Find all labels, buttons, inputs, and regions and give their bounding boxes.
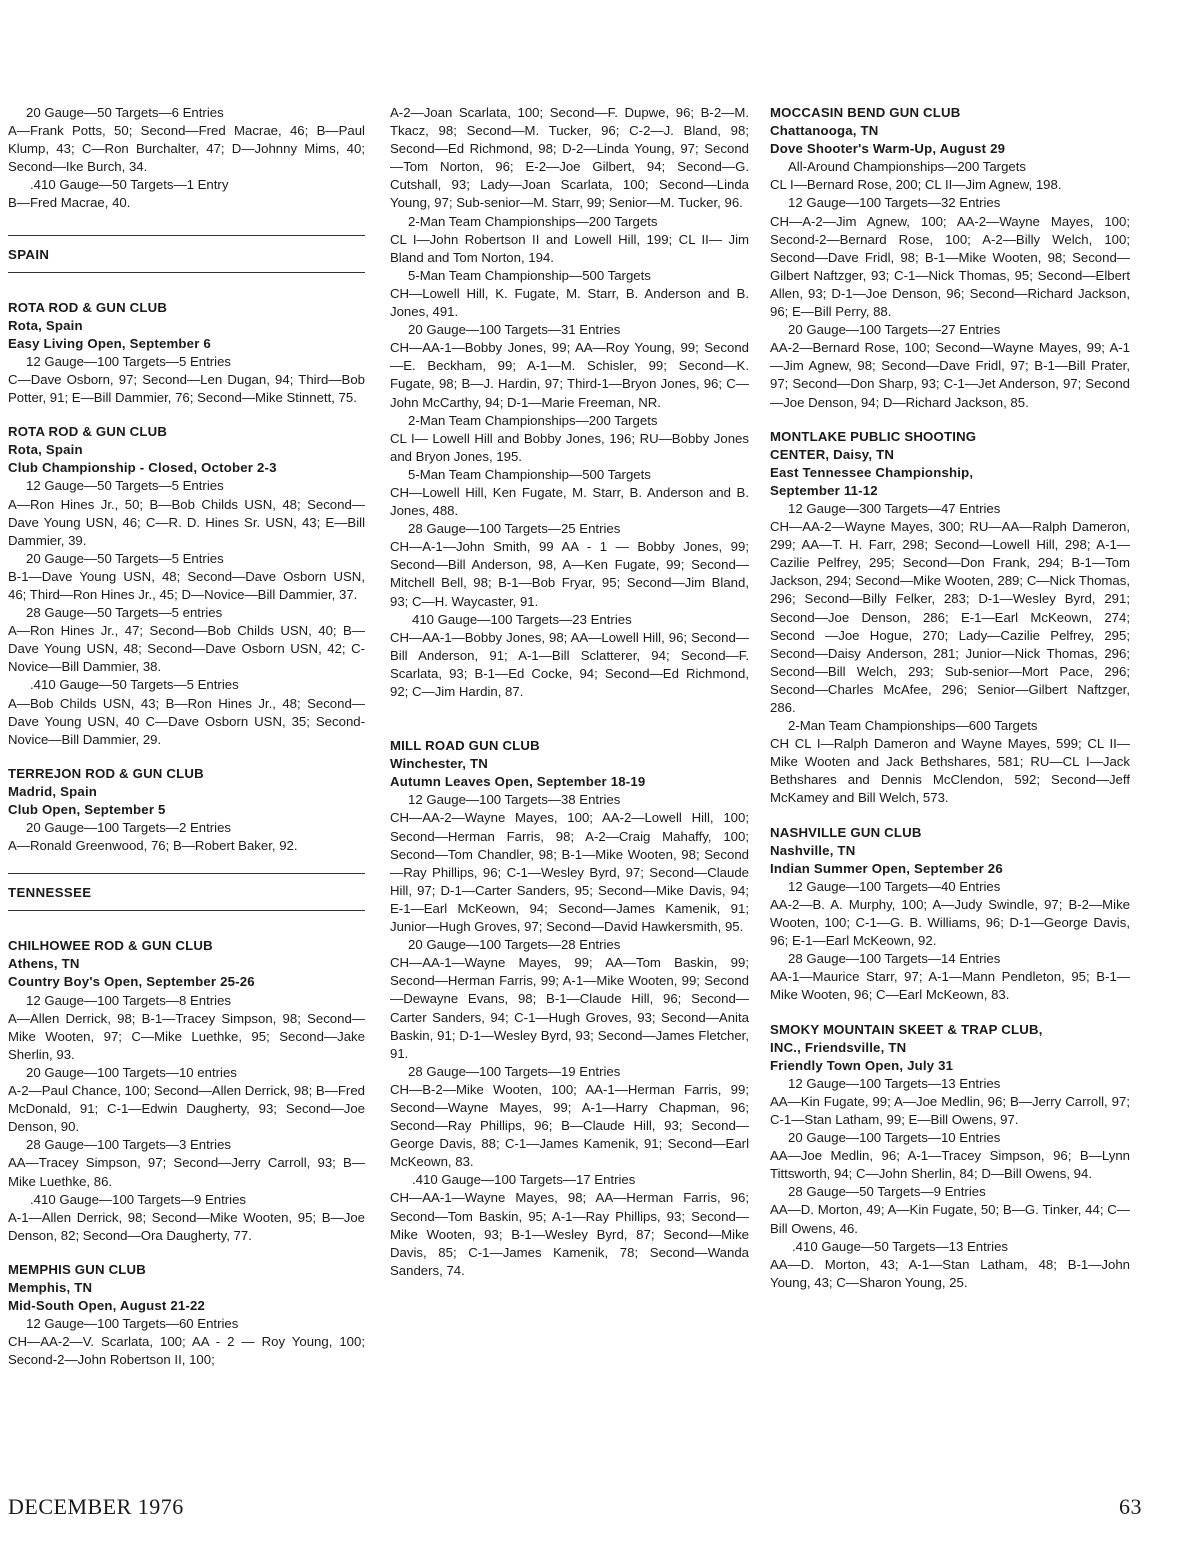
event-line: 12 Gauge—300 Targets—47 Entries [788,500,1001,516]
results-text: CH—AA-2—Wayne Mayes, 300; RU—AA—Ralph Dameron, 299; AA—T. H. Farr, 298; Second—Lowell Hill, 298; A-1—Cazilie Pelfrey, 295; Second—Don Frank, 294; B-1—Tom Jackson, 294; Second—Mike Wooten, 289; C—Nick Thomas, 296; Second—Billy Felker, 283; D-1—Wesley Byrd, 291; Second—Joe Denson, 286; E-1—Earl McKeown, 274; Second —Joe Hogue, 270; Lady—Cazilie Pelfrey, 295; Second—Daisy Anderson, 281; Junior—Nick Thomas, 296; Second—Bill Welch, 293; Sub-senior—Mort Pace, 296; Second—Charles McAfee, 296; Senior—Gilbert Naftzger, 286. [770,519,1130,715]
event-line: .410 Gauge—50 Targets—1 Entry [30,177,229,193]
club-name: ROTA ROD & GUN CLUB [8,424,168,440]
event-title: Club Open, September 5 [8,802,166,817]
event-line: 12 Gauge—100 Targets—13 Entries [788,1075,1001,1091]
results-text: CH—A-1—John Smith, 99 AA - 1 — Bobby Jones, 99; Second—Bill Anderson, 98, A—Ken Fugate, 99; Second—Mitchell Bell, 98; B-1—Bob Fryar, 95; Second—Jim Bland, 93; C—H. Waycaster, 91. [390,539,749,609]
event-title: East Tennessee Championship, [770,464,974,480]
event-line: .410 Gauge—100 Targets—9 Entries [30,1191,247,1207]
event-line: 12 Gauge—100 Targets—38 Entries [408,792,621,808]
page-number: 63 [1119,1494,1142,1519]
results-text: CH—AA-2—Wayne Mayes, 100; AA-2—Lowell Hill, 100; Second—Herman Farris, 98; A-2—Craig Mahaffy, 100; Second—Tom Chandler, 98; B-1—Mike Wooten, 98; Second—Ray Phillips, 96; C-1—Wesley Byrd, 97; Second—Claude Hill, 97; D-1—Carter Sanders, 95; Second—Mike Davis, 94; E-1—Earl McKeown, 94; Second—James Kamenik, 91; Junior—Hugh Groves, 97; Second—David Hawkersmith, 95. [390,810,749,935]
results-text: A—Frank Potts, 50; Second—Fred Macrae, 46; B—Paul Klump, 43; C—Ron Burchalter, 47; D—Johnny Mims, 40; Second—Ike Burch, 34. [8,123,365,175]
club-location: Winchester, TN [390,756,488,772]
event-line: 20 Gauge—100 Targets—2 Entries [26,820,232,836]
club-location: Rota, Spain [8,442,83,458]
club-name: TERREJON ROD & GUN CLUB [8,765,204,781]
results-text: CH—A-2—Jim Agnew, 100; AA-2—Wayne Mayes, 100; Second-2—Bernard Rose, 100; A-2—Billy Welch, 100; Second—Dave Fridl, 98; B-1—Mike Wooten, 98; Second—Gilbert Naftzger, 93; C-1—Nick Thomas, 95; Second—Elbert Allen, 93; D-1—Joe Denson, 96; Second—Richard Jackson, 96; E—Bill Perry, 88. [770,213,1130,320]
event-line: 20 Gauge—50 Targets—5 Entries [26,550,224,566]
event-title: Indian Summer Open, September 26 [770,860,1003,876]
event-line: 28 Gauge—100 Targets—3 Entries [26,1137,232,1153]
club-name: NASHVILLE GUN CLUB [770,824,922,840]
results-text: AA—D. Morton, 49; A—Kin Fugate, 50; B—G. Tinker, 44; C—Bill Owens, 46. [770,1202,1130,1236]
event-line: 28 Gauge—100 Targets—14 Entries [788,951,1001,967]
results-text: CH—AA-1—Wayne Mayes, 99; AA—Tom Baskin, 99; Second—Herman Farris, 99; A-1—Mike Wooten, 99; Second—Dewayne Evans, 98; B-1—Claude Hill, 96; Second—Carter Sanders, 94; C-1—Hugh Groves, 93; Second—Anita Baskin, 91; D-1—Wesley Byrd, 93; Second—James Fletcher, 91. [390,955,749,1061]
results-text: A—Allen Derrick, 98; B-1—Tracey Simpson, 98; Second—Mike Wooten, 97; C—Mike Luethke, 95; Second—Jake Sherlin, 93. [8,1010,365,1062]
event-line: 12 Gauge—50 Targets—5 Entries [26,478,224,494]
club-location: Memphis, TN [8,1279,93,1295]
results-text: A—Ron Hines Jr., 47; Second—Bob Childs USN, 40; B—Dave Young USN, 48; Second—Dave Osborn USN, 42; C-Novice—Bill Dammier, 38. [8,623,365,675]
results-text: AA-2—B. A. Murphy, 100; A—Judy Swindle, 97; B-2—Mike Wooten, 100; C-1—G. B. Williams, 96; D-1—George Davis, 96; E-1—Earl McKeown, 92. [770,896,1130,949]
results-text: AA-2—Bernard Rose, 100; Second—Wayne Mayes, 99; A-1—Jim Agnew, 98; Second—Dave Fridl, 97; B-1—Bill Prater, 97; Second—Don Sharp, 93; C-1—Jet Anderson, 97; Second—Joe Denson, 94; D—Richard Jackson, 85. [770,340,1130,410]
event-date: September 11-12 [770,482,878,498]
event-line: 12 Gauge—100 Targets—40 Entries [788,878,1001,894]
column-2 [390,104,749,1280]
event-line: 12 Gauge—100 Targets—60 Entries [26,1316,239,1332]
event-line: 12 Gauge—100 Targets—8 Entries [26,992,232,1008]
club-location: Rota, Spain [8,317,83,333]
results-text: CH—AA-1—Wayne Mayes, 98; AA—Herman Farris, 96; Second—Tom Baskin, 95; A-1—Ray Phillips, 93; Second—Mike Wooten, 93; B-1—Wesley Byrd, 87; Second—Mike Davis, 85; C-1—James Kamenik, 78; Second—Wanda Sanders, 74. [390,1190,749,1278]
results-text: CH—AA-2—V. Scarlata, 100; AA - 2 — Roy Young, 100; Second-2—John Robertson II, 100; [8,1334,365,1368]
results-text: CH—Lowell Hill, K. Fugate, M. Starr, B. Anderson and B. Jones, 491. [390,285,749,320]
results-text: A-2—Paul Chance, 100; Second—Allen Derrick, 98; B—Fred McDonald, 91; C-1—Edwin Daugherty, 93; Second—Joe Denson, 90. [8,1083,365,1135]
event-line: 12 Gauge—100 Targets—5 Entries [26,353,232,369]
results-text: AA—D. Morton, 43; A-1—Stan Latham, 48; B-1—John Young, 43; C—Sharon Young, 25. [770,1256,1130,1290]
results-text: AA—Kin Fugate, 99; A—Joe Medlin, 96; B—Jerry Carroll, 97; C-1—Stan Latham, 99; E—Bill Owens, 97. [770,1093,1130,1127]
club-location: Athens, TN [8,956,80,972]
club-location: Chattanooga, TN [770,123,879,139]
results-text: C—Dave Osborn, 97; Second—Len Dugan, 94; Third—Bob Potter, 91; E—Bill Dammier, 76; Second—Mike Stinnett, 75. [8,371,365,406]
club-location: CENTER, Daisy, TN [770,446,895,462]
issue-date: DECEMBER 1976 [8,1494,184,1519]
results-text: CH CL I—Ralph Dameron and Wayne Mayes, 599; CL II—Mike Wooten and Jack Bethshares, 581; RU—CL I—Jack Bethshares and Dennis McClendon, 592; Second—Jeff McKamey and Bill Welch, 573. [770,736,1130,806]
club-name: MONTLAKE PUBLIC SHOOTING [770,428,977,444]
event-line: 28 Gauge—50 Targets—9 Entries [788,1184,986,1200]
club-name: CHILHOWEE ROD & GUN CLUB [8,938,213,954]
event-title: Easy Living Open, September 6 [8,335,211,351]
event-line: 20 Gauge—100 Targets—10 entries [26,1064,237,1080]
section-heading-tennessee: TENNESSEE [8,885,92,901]
event-line: 20 Gauge—100 Targets—31 Entries [408,322,621,338]
club-name: SMOKY MOUNTAIN SKEET & TRAP CLUB, [770,1021,1043,1037]
event-line: 2-Man Team Championships—200 Targets [408,412,658,428]
results-text: B—Fred Macrae, 40. [8,195,131,211]
section-heading-spain: SPAIN [8,246,50,262]
event-title: Country Boy's Open, September 25-26 [8,974,255,990]
club-location: Nashville, TN [770,842,856,858]
event-line: 28 Gauge—100 Targets—25 Entries [408,521,621,537]
results-text: B-1—Dave Young USN, 48; Second—Dave Osborn USN, 46; Third—Ron Hines Jr., 45; D—Novice—Bill Dammier, 37. [8,568,365,602]
column-1 [8,104,365,1369]
results-text: A-2—Joan Scarlata, 100; Second—F. Dupwe, 96; B-2—M. Tkacz, 98; Second—M. Tucker, 96; C-2—J. Bland, 98; Second—Ed Richmond, 98; D-2—Linda Young, 97; Second—Tom Norton, 96; E-2—Joe Gilbert, 94; Second—G. Cutshall, 93; Lady—Joan Scarlata, 100; Second—Linda Young, 97; Sub-senior—M. Starr, 99; Senior—M. Tucker, 96. [390,105,749,211]
club-name: MILL ROAD GUN CLUB [390,738,540,754]
club-name: MOCCASIN BEND GUN CLUB [770,105,961,120]
results-text: CH—B-2—Mike Wooten, 100; AA-1—Herman Farris, 99; Second—Wayne Mayes, 99; A-1—Harry Chapman, 96; Second—Ray Phillips, 96; B—Claude Hill, 93; Second—George Davis, 88; C-1—James Kamenik, 91; Second—Earl McKeown, 83. [390,1081,749,1170]
event-line: All-Around Championships—200 Targets [788,159,1026,175]
results-text: CH—AA-1—Bobby Jones, 99; AA—Roy Young, 99; Second—E. Beckham, 99; A-1—M. Schisler, 99; Second—K. Fugate, 98; B—J. Hardin, 97; Third-1—Bryon Jones, 96; C—John McCarthy, 94; D-1—Marie Freeman, NR. [390,340,749,410]
event-line: 20 Gauge—100 Targets—28 Entries [408,937,621,953]
event-title: Mid-South Open, August 21-22 [8,1298,206,1314]
results-text: A—Bob Childs USN, 43; B—Ron Hines Jr., 48; Second—Dave Young USN, 40 C—Dave Osborn USN, 35; Second-Novice—Bill Dammier, 29. [8,695,365,747]
club-name: MEMPHIS GUN CLUB [8,1261,147,1277]
results-text: CH—AA-1—Bobby Jones, 98; AA—Lowell Hill, 96; Second—Bill Anderson, 91; A-1—Bill Sclatterer, 94; Second—F. Scarlata, 93; B-1—Ed Cocke, 94; Second—Ed Richmond, 92; C—Jim Hardin, 87. [390,629,749,699]
event-line: .410 Gauge—100 Targets—17 Entries [412,1172,636,1188]
results-text: CL I—Bernard Rose, 200; CL II—Jim Agnew, 198. [770,177,1062,193]
results-text: A-1—Allen Derrick, 98; Second—Mike Wooten, 95; B—Joe Denson, 82; Second—Ora Daugherty, 77. [8,1209,365,1243]
results-text: AA-1—Maurice Starr, 97; A-1—Mann Pendleton, 95; B-1—Mike Wooten, 96; C—Earl McKeown, 83. [770,969,1130,1003]
event-title: Club Championship - Closed, October 2-3 [8,460,277,476]
event-line: 2-Man Team Championships—600 Targets [788,718,1038,734]
event-title: Autumn Leaves Open, September 18-19 [390,774,646,790]
results-text: A—Ron Hines Jr., 50; B—Bob Childs USN, 48; Second—Dave Young USN, 46; C—R. D. Hines Sr. USN, 43; E—Bill Dammier, 39. [8,496,365,548]
column-3 [770,104,1130,1292]
event-line: 20 Gauge—100 Targets—10 Entries [788,1130,1001,1146]
club-name: ROTA ROD & GUN CLUB [8,299,168,315]
results-text: CL I—John Robertson II and Lowell Hill, 199; CL II— Jim Bland and Tom Norton, 194. [390,231,749,265]
event-title: Friendly Town Open, July 31 [770,1057,954,1073]
event-line: .410 Gauge—50 Targets—13 Entries [792,1238,1009,1254]
event-line: 20 Gauge—100 Targets—27 Entries [788,322,1001,338]
event-line: 20 Gauge—50 Targets—6 Entries [26,105,224,120]
club-location: Madrid, Spain [8,783,98,799]
results-text: CH—Lowell Hill, Ken Fugate, M. Starr, B. Anderson and B. Jones, 488. [390,484,749,519]
event-title: Dove Shooter's Warm-Up, August 29 [770,141,1006,157]
results-text: AA—Tracey Simpson, 97; Second—Jerry Carroll, 93; B—Mike Luethke, 86. [8,1155,365,1189]
results-text: CL I— Lowell Hill and Bobby Jones, 196; RU—Bobby Jones and Bryon Jones, 195. [390,430,749,464]
event-line: 28 Gauge—50 Targets—5 entries [26,605,223,621]
event-line: 5-Man Team Championship—500 Targets [408,466,651,482]
event-line: 28 Gauge—100 Targets—19 Entries [408,1063,621,1079]
event-line: 12 Gauge—100 Targets—32 Entries [788,195,1001,211]
club-location: INC., Friendsville, TN [770,1039,907,1055]
event-line: 2-Man Team Championships—200 Targets [408,213,658,229]
event-line: 410 Gauge—100 Targets—23 Entries [412,611,632,627]
event-line: 5-Man Team Championship—500 Targets [408,267,651,283]
event-line: .410 Gauge—50 Targets—5 Entries [30,677,239,693]
results-text: A—Ronald Greenwood, 76; B—Robert Baker, 92. [8,838,298,854]
results-text: AA—Joe Medlin, 96; A-1—Tracey Simpson, 96; B—Lynn Tittsworth, 94; C—John Sherlin, 84; D—Bill Owens, 94. [770,1148,1130,1182]
